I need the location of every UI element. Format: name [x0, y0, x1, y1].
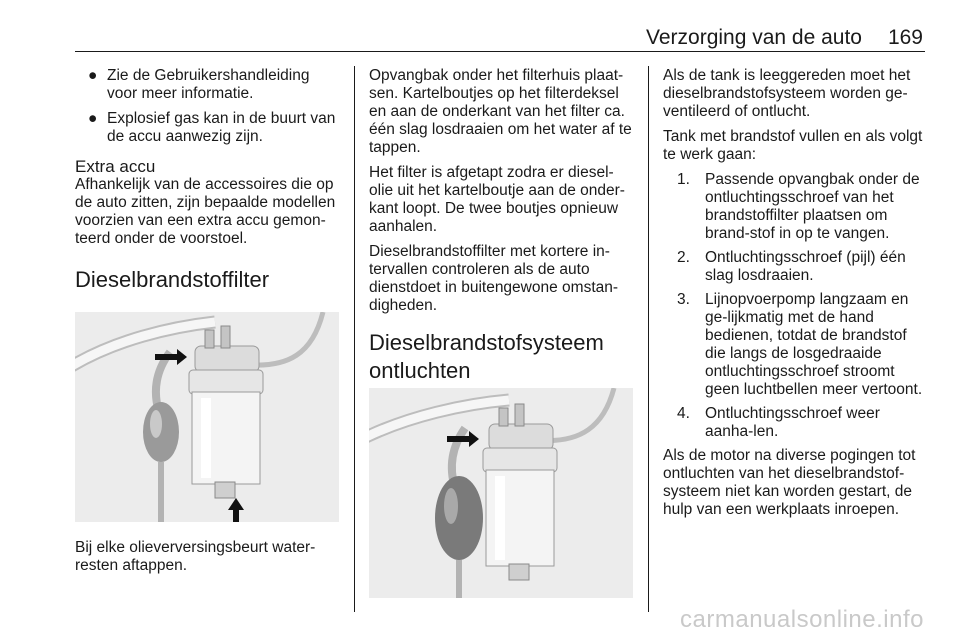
step-number: 3.	[677, 291, 690, 308]
step-text: Passende opvangbak onder de ontluchtingsschroef van het brandstoffilter plaatsen om brand-stof in op te vangen.	[705, 171, 920, 242]
bullet-text: Zie de Gebruikershandleiding voor meer informatie.	[107, 67, 310, 102]
paragraph: Opvangbak onder het filterhuis plaat-sen. Kartelboutjes op het filterdeksel en aan de onderkant van het filter ca. één slag losdraaien om het water af te tappen.	[369, 67, 632, 156]
heading-line: ontluchten	[369, 358, 471, 383]
extra-accu-paragraph: Afhankelijk van de accessoires die op de auto zitten, zijn bepaalde modellen voorzien van een extra accu gemon-teerd onder de voorstoel.	[75, 176, 336, 247]
step-number: 4.	[677, 405, 690, 422]
step-number: 1.	[677, 171, 690, 188]
header-rule	[75, 51, 925, 52]
paragraph: Het filter is afgetapt zodra er diesel-olie uit het kartelboutje aan de onder-kant loopt. De twee boutjes opnieuw aanhalen.	[369, 164, 625, 235]
header-title: Verzorging van de auto	[646, 26, 862, 49]
intro-paragraph: Als de tank is leeggereden moet het dieselbrandstofsysteem worden ge-ventileerd of ontlucht.	[663, 67, 911, 120]
after-figure-paragraph: Bij elke olieverversingsbeurt water-resten aftappen.	[75, 539, 316, 574]
paragraph: Dieselbrandstoffilter met kortere in-tervallen controleren als de auto dienstdoet in buitengewone omstan-digheden.	[369, 243, 619, 314]
column-2	[369, 67, 637, 385]
steps-list	[663, 171, 927, 441]
list-item	[663, 171, 927, 243]
column-divider	[354, 66, 355, 612]
column-1-after-figure	[75, 539, 343, 575]
list-item	[663, 249, 927, 285]
bullet-dot: ●	[88, 67, 98, 84]
column-1	[75, 67, 343, 294]
heading-line: Dieselbrandstofsysteem	[369, 330, 604, 355]
bullet-dot: ●	[88, 110, 98, 127]
watermark-text: carmanualsonline.info	[680, 606, 924, 633]
bullet-list	[75, 67, 343, 146]
section-heading-dieselfilter: Dieselbrandstoffilter	[75, 267, 270, 292]
diesel-filter-figure	[75, 312, 339, 522]
bleeding-system-illustration	[369, 388, 633, 598]
list-item	[663, 291, 927, 399]
intro-paragraph: Tank met brandstof vullen en als volgt te werk gaan:	[663, 128, 923, 163]
list-item	[75, 110, 343, 146]
column-divider	[648, 66, 649, 612]
subheading-extra-accu: Extra accu	[75, 157, 156, 176]
step-number: 2.	[677, 249, 690, 266]
list-item	[75, 67, 343, 103]
page-number: 169	[887, 26, 923, 49]
bullet-text: Explosief gas kan in de buurt van de accu aanwezig zijn.	[107, 110, 336, 145]
column-3	[663, 67, 927, 519]
list-item	[663, 405, 927, 441]
section-heading-ontluchten	[369, 329, 637, 385]
step-text: Lijnopvoerpomp langzaam en ge-lijkmatig met de hand bedienen, totdat de brandstof die langs de losgedraaide ontluchtingsschroef stroomt geen luchtbellen meer vertoont.	[705, 291, 923, 398]
diesel-filter-illustration	[75, 312, 339, 522]
bleeding-system-figure	[369, 388, 633, 598]
step-text: Ontluchtingsschroef (pijl) één slag losdraaien.	[705, 249, 906, 284]
step-text: Ontluchtingsschroef weer aanha-len.	[705, 405, 880, 440]
outro-paragraph: Als de motor na diverse pogingen tot ontluchten van het dieselbrandstof-systeem niet kan worden gestart, de hulp van een werkplaats inroepen.	[663, 447, 916, 518]
